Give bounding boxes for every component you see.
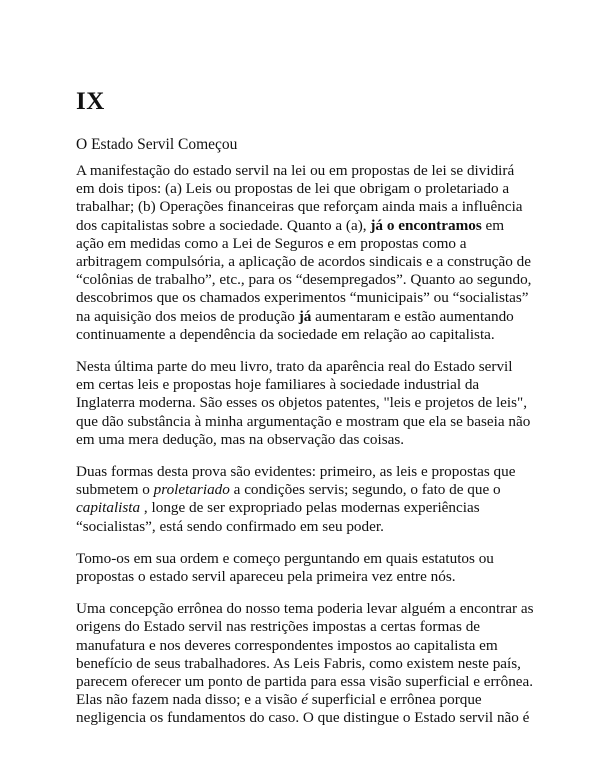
bold-text: já o encontramos [370, 216, 482, 234]
chapter-title: O Estado Servil Começou [76, 136, 238, 153]
paragraph [76, 600, 534, 727]
text-segment: Tomo-os em sua ordem e começo perguntando em quais estatutos ou propostas o estado servil apareceu pela primeira vez entre nós. [76, 549, 494, 586]
paragraph [76, 162, 534, 344]
text-segment: em ação em medidas como a Lei de Seguros e em propostas como a arbitragem compulsória, a aplicação de acordos sindicais e a construção de “colônias de trabalho”, etc., para os “desempregados”. Quanto ao segundo, descobrimos que os chamados experimentos “municipais” ou “socialistas” na aquisição dos meios de produção [76, 216, 532, 325]
italic-text: proletariado [153, 481, 230, 499]
paragraph [76, 358, 534, 449]
text-segment: superficial e errônea porque negligencia os fundamentos do caso. O que distingue o Estado servil não é [76, 691, 530, 727]
text-segment: Duas formas desta prova são evidentes: primeiro, as leis e propostas que submetem o [76, 463, 516, 499]
text-segment: A manifestação do estado servil na lei ou em propostas de lei se dividirá em dois tipos: (a) Leis ou propostas de lei que obrigam o proletariado a trabalhar; (b) Operações financeiras que reforçam ainda mais a influência dos capitalistas sobre a sociedade. Quanto a (a), [76, 162, 523, 234]
bold-text: já [298, 307, 312, 325]
italic-text: é [301, 691, 308, 709]
italic-text: capitalista [76, 499, 141, 517]
text-segment: Uma concepção errônea do nosso tema poderia levar alguém a encontrar as origens do Estado servil nas restrições impostas a certas formas de manufatura e nos deveres correspondentes impostos ao capitalista em benefício de seus trabalhadores. As Leis Fabris, como existem neste país, parecem oferecer um ponto de partida para essa visão superficial e errônea. Elas não fazem nada disso; e a visão [76, 600, 534, 709]
text-segment: Nesta última parte do meu livro, trato da aparência real do Estado servil em certas leis e propostas hoje familiares à sociedade industrial da Inglaterra moderna. São esses os objetos patentes, "leis e projetos de leis", que dão substância à minha argumentação e mostram que ela se baseia não em uma mera dedução, mas na observação das coisas. [76, 358, 531, 448]
text-segment: aumentaram e estão aumentando continuamente a dependência da sociedade em relação ao capitalista. [76, 307, 514, 343]
paragraph [76, 550, 534, 586]
paragraph [76, 463, 534, 536]
text-segment: a condições servis; segundo, o fato de que o [229, 481, 501, 499]
text-segment: , longe de ser expropriado pelas modernas experiências “socialistas”, está sendo confirmado em seu poder. [76, 499, 480, 535]
body-text [76, 162, 534, 742]
chapter-number: IX [76, 88, 105, 115]
